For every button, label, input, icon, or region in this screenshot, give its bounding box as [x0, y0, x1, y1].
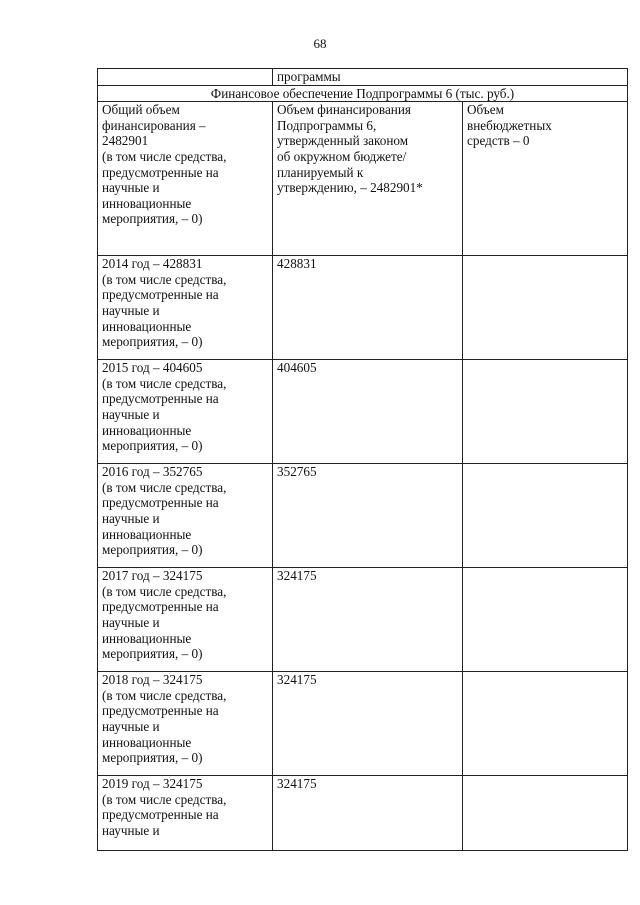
extra-cell — [463, 360, 628, 464]
funding-table — [97, 68, 628, 851]
table-row-top — [98, 69, 628, 86]
table-title-row — [98, 85, 628, 102]
year-cell — [98, 776, 273, 851]
year-note: (в том числе средства, предусмотренные на научные и инновационные мероприятия, – 0) — [102, 479, 227, 558]
page-number: 68 — [313, 36, 327, 51]
year-label: 2017 год – 324175 — [102, 568, 203, 584]
amount-cell: 404605 — [273, 360, 463, 464]
year-label: 2015 год – 404605 — [102, 360, 203, 376]
extra-cell — [463, 256, 628, 360]
table-row — [98, 256, 628, 360]
year-cell — [98, 672, 273, 776]
extra-cell — [463, 776, 628, 851]
extra-cell — [463, 568, 628, 672]
year-note: (в том числе средства, предусмотренные на научные и — [102, 791, 227, 838]
table-row — [98, 776, 628, 851]
header-total: Общий объем финансирования – 2482901 (в том числе средства, предусмотренные на научные и инновационные мероприятия, – 0) — [98, 102, 273, 256]
year-label: 2018 год – 324175 — [102, 672, 203, 688]
table-title: Финансовое обеспечение Подпрограммы 6 (тыс. руб.) — [98, 85, 628, 102]
amount-cell: 352765 — [273, 464, 463, 568]
year-cell — [98, 464, 273, 568]
year-label: 2016 год – 352765 — [102, 464, 203, 480]
year-note: (в том числе средства, предусмотренные на научные и инновационные мероприятия, – 0) — [102, 687, 227, 766]
year-label: 2019 год – 324175 — [102, 776, 203, 792]
extra-cell — [463, 464, 628, 568]
amount-cell: 324175 — [273, 672, 463, 776]
table-header-row — [98, 102, 628, 256]
amount-cell: 324175 — [273, 776, 463, 851]
year-note: (в том числе средства, предусмотренные на научные и инновационные мероприятия, – 0) — [102, 583, 227, 662]
extra-cell — [463, 672, 628, 776]
table-row — [98, 464, 628, 568]
year-note: (в том числе средства, предусмотренные на научные и инновационные мероприятия, – 0) — [102, 375, 227, 454]
year-note: (в том числе средства, предусмотренные на научные и инновационные мероприятия, – 0) — [102, 271, 227, 350]
header-offbudget: Объем внебюджетных средств – 0 — [463, 102, 628, 256]
table-row — [98, 568, 628, 672]
top-cell: программы — [273, 69, 628, 86]
year-cell — [98, 568, 273, 672]
amount-cell: 428831 — [273, 256, 463, 360]
empty-cell — [98, 69, 273, 86]
year-cell — [98, 256, 273, 360]
amount-cell: 324175 — [273, 568, 463, 672]
year-cell — [98, 360, 273, 464]
header-budget: Объем финансирования Подпрограммы 6, утвержденный законом об окружном бюджете/ планируемый к утверждению, – 2482901* — [273, 102, 463, 256]
year-label: 2014 год – 428831 — [102, 256, 203, 272]
table-row — [98, 360, 628, 464]
table-row — [98, 672, 628, 776]
